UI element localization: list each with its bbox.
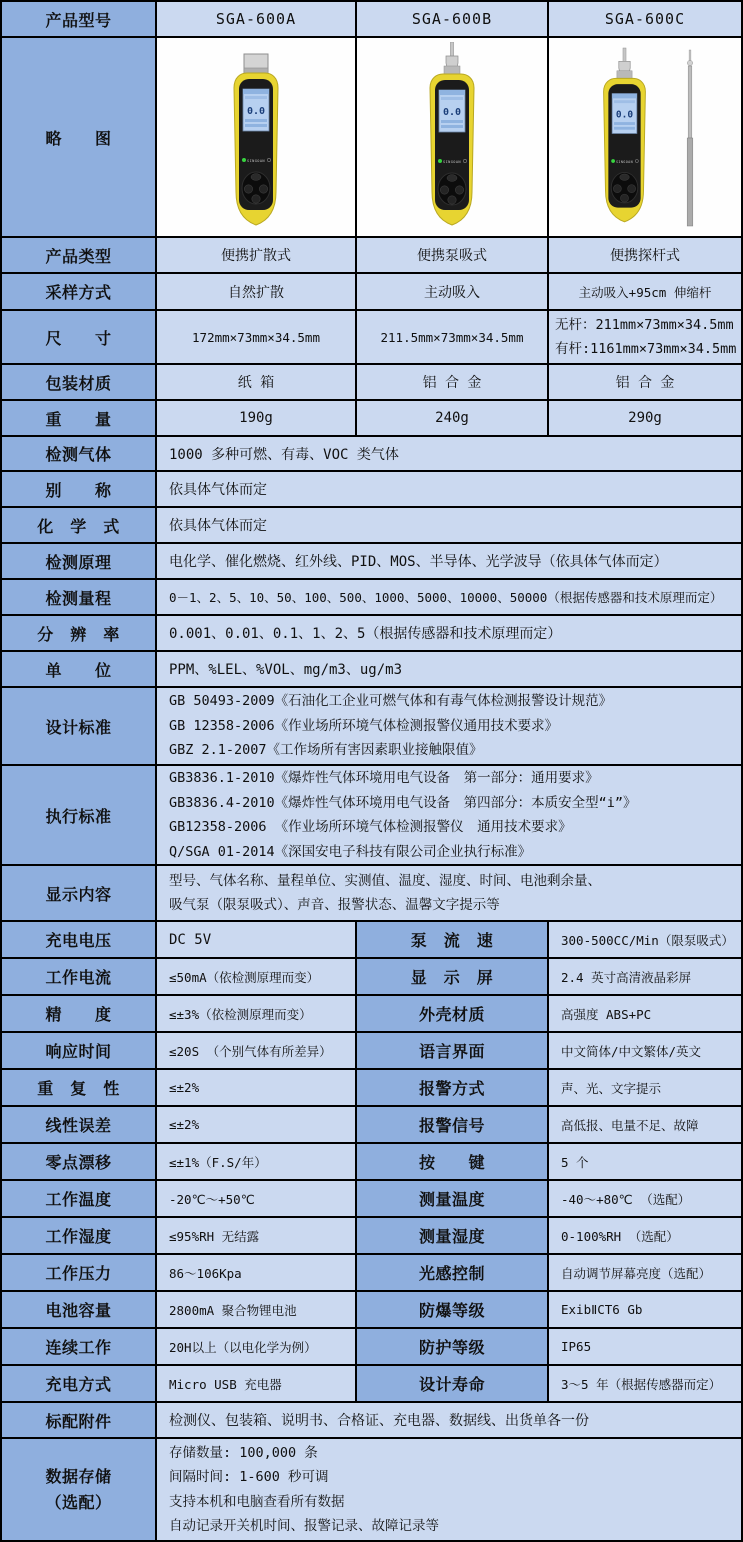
exec-standard-line-4: Q/SGA 01-2014《深国安电子科技有限公司企业执行标准》 — [169, 843, 532, 860]
light-control-value: 自动调节屏幕亮度（选配） — [549, 1255, 741, 1290]
charging-method-value: Micro USB 充电器 — [157, 1366, 355, 1401]
dimensions-c-with-rod: 有杆:1161mm×73mm×34.5mm — [555, 341, 737, 357]
measure-humidity-label: 测量湿度 — [357, 1218, 547, 1253]
linearity-error-label: 线性误差 — [2, 1107, 155, 1142]
display-screen-label: 显 示 屏 — [357, 959, 547, 994]
unit-value: PPM、%LEL、%VOL、mg/m3、ug/m3 — [157, 652, 741, 686]
probe-rod — [623, 48, 626, 61]
design-life-value: 3～5 年（根据传感器而定） — [549, 1366, 741, 1401]
response-time-value: ≤20S （个别气体有所差异） — [157, 1033, 355, 1068]
zero-drift-keys-row — [2, 1144, 741, 1179]
packaging-c: 铝 合 金 — [549, 365, 741, 399]
unit-row — [2, 652, 741, 686]
working-humidity-value: ≤95%RH 无结露 — [157, 1218, 355, 1253]
header-row — [2, 2, 741, 36]
linearity-alarm-signal-row — [2, 1107, 741, 1142]
device-image-sga-600c — [549, 38, 741, 236]
linearity-error-value: ≤±2% — [157, 1107, 355, 1142]
charging-voltage-value: DC 5V — [157, 922, 355, 957]
exec-standard-value — [157, 766, 741, 864]
working-current-value: ≤50mA（依检测原理而变） — [157, 959, 355, 994]
probe-rod — [450, 42, 453, 56]
pump-flow-label: 泵 流 速 — [357, 922, 547, 957]
packaging-row — [2, 365, 741, 399]
sampling-row — [2, 274, 741, 309]
model-sga-600b: SGA-600B — [357, 2, 547, 36]
charging-method-label: 充电方式 — [2, 1366, 155, 1401]
accessories-value: 检测仪、包装箱、说明书、合格证、充电器、数据线、出货单各一份 — [157, 1403, 741, 1437]
response-time-language-row — [2, 1033, 741, 1068]
working-current-display-row — [2, 959, 741, 994]
display-content-row — [2, 866, 741, 920]
brand-text: SINGOAN — [247, 159, 265, 163]
explosion-proof-value: ExibⅡCT6 Gb — [549, 1292, 741, 1327]
charging-voltage-label: 充电电压 — [2, 922, 155, 957]
resolution-value: 0.001、0.01、0.1、1、2、5（根据传感器和技术原理而定） — [157, 616, 741, 650]
exec-standard-line-1: GB3836.1-2010《爆炸性气体环境用电气设备 第一部分：通用要求》 — [169, 770, 599, 786]
weight-row — [2, 401, 741, 435]
charging-voltage-pump-flow-row — [2, 922, 741, 957]
accuracy-housing-row — [2, 996, 741, 1031]
status-led — [242, 158, 246, 162]
light-control-label: 光感控制 — [357, 1255, 547, 1290]
working-humidity-measure-humidity-row — [2, 1218, 741, 1253]
protection-rating-label: 防护等级 — [357, 1329, 547, 1364]
gases-label: 检测气体 — [2, 437, 155, 470]
working-current-label: 工作电流 — [2, 959, 155, 994]
design-standard-line-3: GBZ 2.1-2007《工作场所有害因素职业接触限值》 — [169, 742, 483, 759]
battery-explosion-proof-row — [2, 1292, 741, 1327]
exec-standard-label: 执行标准 — [2, 766, 155, 864]
sampling-c: 主动吸入+95cm 伸缩杆 — [549, 274, 741, 309]
product-type-row — [2, 238, 741, 272]
alarm-mode-value: 声、光、文字提示 — [549, 1070, 741, 1105]
device-image-sga-600a — [157, 38, 355, 236]
display-content-label: 显示内容 — [2, 866, 155, 920]
gases-value: 1000 多种可燃、有毒、VOC 类气体 — [157, 437, 741, 470]
design-standard-label: 设计标准 — [2, 688, 155, 764]
exec-standard-line-2: GB3836.4-2010《爆炸性气体环境用电气设备 第四部分：本质安全型“i”》 — [169, 794, 637, 811]
working-humidity-label: 工作湿度 — [2, 1218, 155, 1253]
keys-value: 5 个 — [549, 1144, 741, 1179]
range-row — [2, 580, 741, 614]
product-type-label: 产品类型 — [2, 238, 155, 272]
design-standard-value — [157, 688, 741, 764]
exec-standard-line-3: GB12358-2006 《作业场所环境气体检测报警仪 通用技术要求》 — [169, 819, 572, 835]
explosion-proof-label: 防爆等级 — [357, 1292, 547, 1327]
weight-b: 240g — [357, 401, 547, 435]
principle-value: 电化学、催化燃烧、红外线、PID、MOS、半导体、光学波导（依具体气体而定） — [157, 544, 741, 578]
alias-row — [2, 472, 741, 506]
design-standard-row — [2, 688, 741, 764]
data-storage-label-line-2: （选配） — [45, 1492, 112, 1512]
storage-auto-record-line: 自动记录开关机时间、报警记录、故障记录等 — [169, 1518, 439, 1534]
keys-label: 按 键 — [357, 1144, 547, 1179]
language-ui-label: 语言界面 — [357, 1033, 547, 1068]
design-standard-line-1: GB 50493-2009《石油化工企业可燃气体和有毒气体检测报警设计规范》 — [169, 693, 613, 710]
weight-a: 190g — [157, 401, 355, 435]
continuous-work-value: 20H以上（以电化学为例） — [157, 1329, 355, 1364]
product-type-b: 便携泵吸式 — [357, 238, 547, 272]
gases-row — [2, 437, 741, 470]
working-temp-label: 工作温度 — [2, 1181, 155, 1216]
status-led — [438, 159, 442, 163]
screen-reading: 0.0 — [442, 107, 462, 118]
working-temp-measure-temp-row — [2, 1181, 741, 1216]
repeatability-value: ≤±2% — [157, 1070, 355, 1105]
detector-unit — [604, 48, 646, 222]
packaging-label: 包装材质 — [2, 365, 155, 399]
dimensions-a: 172mm×73mm×34.5mm — [157, 311, 355, 363]
principle-row — [2, 544, 741, 578]
product-type-c: 便携探杆式 — [549, 238, 741, 272]
alarm-signal-value: 高低报、电量不足、故障 — [549, 1107, 741, 1142]
brand-text: SINGOAN — [615, 159, 634, 164]
battery-capacity-label: 电池容量 — [2, 1292, 155, 1327]
sampling-a: 自然扩散 — [157, 274, 355, 309]
dimensions-label: 尺 寸 — [2, 311, 155, 363]
status-led — [611, 159, 615, 163]
alarm-signal-label: 报警信号 — [357, 1107, 547, 1142]
housing-material-label: 外壳材质 — [357, 996, 547, 1031]
accessories-row — [2, 1403, 741, 1437]
range-label: 检测量程 — [2, 580, 155, 614]
diffusion-detector-illustration — [206, 42, 306, 232]
working-temp-value: -20℃～+50℃ — [157, 1181, 355, 1216]
storage-interval-line: 间隔时间: 1-600 秒可调 — [169, 1469, 329, 1485]
unit-label: 单 位 — [2, 652, 155, 686]
dimensions-c-without-rod: 无杆：211mm×73mm×34.5mm — [555, 316, 734, 333]
resolution-row — [2, 616, 741, 650]
display-content-line-1: 型号、气体名称、量程单位、实测值、温度、湿度、时间、电池剩余量、 — [169, 872, 601, 889]
display-screen-value: 2.4 英寸高清液晶彩屏 — [549, 959, 741, 994]
alarm-mode-label: 报警方式 — [357, 1070, 547, 1105]
display-content-line-2: 吸气泵（限泵吸式）、声音、报警状态、温馨文字提示等 — [169, 897, 500, 913]
protection-rating-value: IP65 — [549, 1329, 741, 1364]
model-sga-600a: SGA-600A — [157, 2, 355, 36]
packaging-b: 铝 合 金 — [357, 365, 547, 399]
data-storage-row — [2, 1439, 741, 1540]
display-content-value — [157, 866, 741, 920]
accuracy-label: 精 度 — [2, 996, 155, 1031]
battery-capacity-value: 2800mA 聚合物锂电池 — [157, 1292, 355, 1327]
packaging-a: 纸 箱 — [157, 365, 355, 399]
zero-drift-value: ≤±1%（F.S/年） — [157, 1144, 355, 1179]
storage-count-line: 存储数量: 100,000 条 — [169, 1444, 318, 1461]
working-pressure-light-control-row — [2, 1255, 741, 1290]
data-storage-value — [157, 1439, 741, 1540]
repeatability-alarm-mode-row — [2, 1070, 741, 1105]
range-value: 0－1、2、5、10、50、100、500、1000、5000、10000、50000（根据传感器和技术原理而定） — [157, 580, 741, 614]
formula-value: 依具体气体而定 — [157, 508, 741, 542]
screen-reading: 0.0 — [246, 106, 266, 117]
accessories-label: 标配附件 — [2, 1403, 155, 1437]
measure-humidity-value: 0-100%RH （选配） — [549, 1218, 741, 1253]
working-pressure-value: 86～106Kpa — [157, 1255, 355, 1290]
telescopic-rod — [687, 50, 693, 226]
product-model-label: 产品型号 — [2, 2, 155, 36]
continuous-work-protection-row — [2, 1329, 741, 1364]
product-type-a: 便携扩散式 — [157, 238, 355, 272]
storage-view-line: 支持本机和电脑查看所有数据 — [169, 1493, 345, 1510]
principle-label: 检测原理 — [2, 544, 155, 578]
sketch-label: 略 图 — [2, 38, 155, 236]
model-sga-600c: SGA-600C — [549, 2, 741, 36]
language-ui-value: 中文简体/中文繁体/英文 — [549, 1033, 741, 1068]
brand-text: SINGOAN — [443, 160, 461, 164]
dimensions-c — [549, 311, 741, 363]
charging-method-design-life-row — [2, 1366, 741, 1401]
zero-drift-label: 零点漂移 — [2, 1144, 155, 1179]
screen-reading: 0.0 — [615, 109, 634, 121]
pump-detector-illustration — [402, 42, 502, 232]
resolution-label: 分 辨 率 — [2, 616, 155, 650]
continuous-work-label: 连续工作 — [2, 1329, 155, 1364]
sampling-b: 主动吸入 — [357, 274, 547, 309]
accuracy-value: ≤±3%（依检测原理而变） — [157, 996, 355, 1031]
measure-temp-value: -40～+80℃ （选配） — [549, 1181, 741, 1216]
working-pressure-label: 工作压力 — [2, 1255, 155, 1290]
alias-value: 依具体气体而定 — [157, 472, 741, 506]
design-standard-line-2: GB 12358-2006《作业场所环境气体检测报警仪通用技术要求》 — [169, 717, 559, 734]
probe-detector-illustration — [583, 42, 707, 232]
dimensions-b: 211.5mm×73mm×34.5mm — [357, 311, 547, 363]
measure-temp-label: 测量温度 — [357, 1181, 547, 1216]
housing-material-value: 高强度 ABS+PC — [549, 996, 741, 1031]
exec-standard-row — [2, 766, 741, 864]
dimensions-row — [2, 311, 741, 363]
weight-c: 290g — [549, 401, 741, 435]
sampling-label: 采样方式 — [2, 274, 155, 309]
alias-label: 别 称 — [2, 472, 155, 506]
weight-label: 重 量 — [2, 401, 155, 435]
formula-label: 化 学 式 — [2, 508, 155, 542]
repeatability-label: 重 复 性 — [2, 1070, 155, 1105]
device-image-sga-600b — [357, 38, 547, 236]
formula-row — [2, 508, 741, 542]
pump-flow-value: 300-500CC/Min（限泵吸式） — [549, 922, 741, 957]
sketch-row — [2, 38, 741, 236]
design-life-label: 设计寿命 — [357, 1366, 547, 1401]
data-storage-label — [2, 1439, 155, 1540]
response-time-label: 响应时间 — [2, 1033, 155, 1068]
data-storage-label-line-1: 数据存储 — [45, 1466, 112, 1486]
